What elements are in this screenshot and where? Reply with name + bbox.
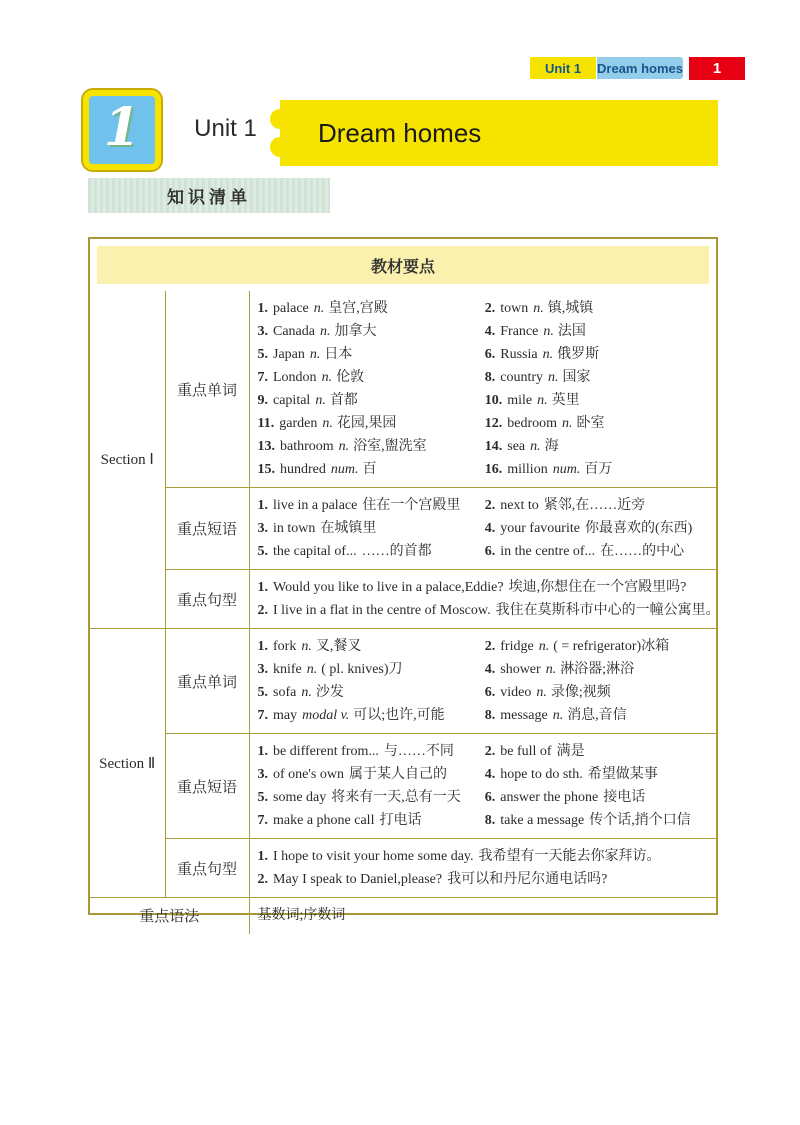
section-2-sentences-cell — [249, 839, 716, 898]
phrase-item — [485, 494, 712, 517]
item-english: palace — [273, 301, 309, 316]
item-number: 14. — [484, 439, 503, 454]
item-number: 1. — [257, 301, 268, 316]
item-english: garden — [279, 416, 318, 431]
item-chinese: ……的首都 — [361, 544, 432, 559]
phrase-list — [258, 494, 713, 563]
vocab-item — [258, 297, 485, 320]
item-number: 10. — [484, 393, 503, 408]
item-chinese: 将来有一天,总有一天 — [331, 790, 461, 805]
vocab-item — [485, 458, 712, 481]
item-chinese: 伦敦 — [336, 370, 365, 385]
item-pos: n. — [301, 639, 312, 654]
item-chinese: 皇宫,宫殿 — [328, 301, 388, 316]
vocab-item — [485, 704, 712, 727]
table-title: 教材要点 — [97, 246, 709, 284]
item-pos: n. — [562, 416, 573, 431]
item-number: 2. — [484, 498, 496, 513]
phrase-item — [485, 786, 712, 809]
item-pos: n. — [530, 439, 541, 454]
phrase-item — [258, 540, 485, 563]
key-points-box — [88, 237, 720, 926]
item-english: take a message — [500, 813, 585, 828]
item-chinese: 镇,城镇 — [547, 301, 594, 316]
item-chinese: 我希望有一天能去你家拜访。 — [478, 849, 661, 864]
item-chinese: 淋浴器;淋浴 — [560, 662, 635, 677]
item-number: 2. — [484, 744, 496, 759]
section-2-words-cell — [249, 629, 716, 734]
item-chinese: 叉,餐叉 — [315, 639, 362, 654]
item-number: 8. — [484, 708, 496, 723]
phrase-item — [258, 740, 485, 763]
item-number: 4. — [484, 324, 496, 339]
item-number: 1. — [257, 849, 268, 864]
item-number: 4. — [484, 662, 496, 677]
sentence-item — [258, 576, 713, 599]
phrase-item — [485, 809, 712, 832]
grammar-cell — [249, 898, 716, 934]
item-chinese: 传个话,捎个口信 — [589, 813, 691, 828]
item-english: I live in a flat in the centre of Moscow. — [273, 603, 491, 618]
item-chinese: 与……不同 — [383, 744, 454, 759]
item-chinese: 海 — [544, 439, 559, 454]
item-english: Japan — [273, 347, 305, 362]
item-number: 16. — [484, 462, 503, 477]
phrase-item — [258, 517, 485, 540]
item-chinese: 首都 — [329, 393, 358, 408]
vocab-item — [485, 681, 712, 704]
knowledge-list-label: 知识清单 — [167, 188, 251, 207]
item-chinese: 消息,音信 — [567, 708, 627, 723]
item-chinese: 可以;也许,可能 — [353, 708, 445, 723]
item-chinese: 住在一个宫殿里 — [362, 498, 461, 513]
item-number: 6. — [484, 347, 496, 362]
unit-number-badge — [83, 90, 161, 170]
item-english: be full of — [500, 744, 552, 759]
banner-notch-bottom-decoration — [270, 137, 290, 157]
vocab-item — [485, 658, 712, 681]
banner-notch-top-decoration — [270, 109, 290, 129]
item-english: the capital of... — [273, 544, 357, 559]
row-label-grammar: 重点语法 — [90, 898, 249, 934]
item-english: bathroom — [280, 439, 334, 454]
item-number: 2. — [484, 301, 496, 316]
item-chinese: 你最喜欢的(东西) — [584, 521, 693, 536]
item-pos: n. — [313, 301, 325, 316]
phrase-item — [485, 740, 712, 763]
item-pos: n. — [322, 416, 333, 431]
item-chinese: 我住在莫斯科市中心的一幢公寓里。 — [495, 603, 720, 618]
item-english: of one's own — [273, 767, 344, 782]
vocab-item — [485, 320, 712, 343]
vocab-item — [258, 658, 485, 681]
vocab-item — [485, 366, 712, 389]
vocab-list — [258, 297, 713, 481]
item-english: France — [500, 324, 539, 339]
item-chinese: 在城镇里 — [320, 521, 377, 536]
section-1-sentences-cell — [249, 570, 720, 629]
item-number: 7. — [257, 370, 268, 385]
section-2-phrases-cell — [249, 734, 716, 839]
item-chinese: 百 — [362, 462, 377, 477]
row-label-words-1: 重点单词 — [165, 291, 249, 488]
item-number: 3. — [257, 662, 268, 677]
item-number: 1. — [257, 744, 268, 759]
item-chinese: 我可以和丹尼尔通电话吗? — [447, 872, 608, 887]
item-english: in the centre of... — [500, 544, 596, 559]
phrase-item — [485, 763, 712, 786]
section-1-label: Section Ⅰ — [90, 291, 165, 629]
item-number: 5. — [257, 790, 268, 805]
item-pos: modal v. — [302, 708, 350, 723]
item-chinese: 卧室 — [576, 416, 605, 431]
item-number: 6. — [484, 685, 496, 700]
vocab-item — [258, 343, 485, 366]
item-number: 6. — [484, 790, 496, 805]
section-2-label: Section Ⅱ — [90, 629, 165, 898]
item-number: 3. — [257, 521, 268, 536]
vocab-item — [258, 435, 485, 458]
row-label-sentences-1: 重点句型 — [165, 570, 249, 629]
item-english: some day — [273, 790, 327, 805]
item-english: million — [507, 462, 548, 477]
vocab-item — [258, 704, 485, 727]
item-pos: n. — [548, 370, 559, 385]
vocab-item — [485, 389, 712, 412]
vocab-item — [258, 458, 485, 481]
phrase-item — [485, 517, 712, 540]
row-label-phrases-2: 重点短语 — [165, 734, 249, 839]
item-pos: n. — [536, 685, 547, 700]
item-english: message — [500, 708, 548, 723]
item-chinese: 埃迪,你想住在一个宫殿里吗? — [508, 580, 687, 595]
item-chinese: ( = refrigerator)冰箱 — [553, 639, 670, 654]
item-chinese: 属于某人自己的 — [348, 767, 447, 782]
item-chinese: 满是 — [556, 744, 585, 759]
item-number: 1. — [257, 580, 268, 595]
item-chinese: 希望做某事 — [587, 767, 658, 782]
item-english: fridge — [500, 639, 534, 654]
item-english: live in a palace — [273, 498, 358, 513]
item-english: your favourite — [500, 521, 580, 536]
item-english: next to — [500, 498, 539, 513]
item-number: 4. — [484, 521, 496, 536]
item-chinese: 紧邻,在……近旁 — [543, 498, 646, 513]
item-number: 5. — [257, 544, 268, 559]
item-chinese: 接电话 — [603, 790, 646, 805]
item-chinese: 法国 — [557, 324, 586, 339]
item-number: 7. — [257, 813, 268, 828]
vocab-item — [485, 435, 712, 458]
item-pos: n. — [537, 393, 548, 408]
item-english: capital — [273, 393, 311, 408]
item-number: 7. — [257, 708, 268, 723]
running-title-tab: Dream homes — [597, 57, 683, 79]
key-points-table — [90, 291, 720, 934]
vocab-item — [258, 681, 485, 704]
unit-banner — [0, 88, 800, 174]
item-pos: n. — [321, 370, 333, 385]
item-english: shower — [500, 662, 541, 677]
item-pos: num. — [552, 462, 581, 477]
unit-title: Dream homes — [318, 117, 482, 148]
running-unit-tab: Unit 1 — [530, 57, 596, 79]
item-pos: n. — [306, 662, 318, 677]
item-english: Russia — [500, 347, 538, 362]
vocab-item — [485, 297, 712, 320]
item-chinese: 在……的中心 — [600, 544, 685, 559]
item-chinese: 沙发 — [315, 685, 344, 700]
item-pos: n. — [545, 662, 557, 677]
unit-number: 1 — [103, 96, 141, 158]
vocab-item — [258, 635, 485, 658]
item-number: 4. — [484, 767, 496, 782]
phrase-item — [258, 786, 485, 809]
vocab-item — [258, 412, 485, 435]
item-number: 3. — [257, 767, 268, 782]
vocab-item — [258, 389, 485, 412]
item-pos: num. — [330, 462, 359, 477]
item-pos: n. — [543, 324, 554, 339]
section-1-phrases-cell — [249, 488, 716, 570]
item-number: 2. — [484, 639, 496, 654]
vocab-item — [485, 635, 712, 658]
item-chinese: 浴室,盥洗室 — [353, 439, 427, 454]
item-number: 8. — [484, 813, 496, 828]
item-chinese: ( pl. knives)刀 — [321, 662, 403, 677]
grammar-content: 基数词;序数词 — [257, 908, 346, 924]
sentence-item — [257, 599, 720, 622]
item-chinese: 花园,果园 — [336, 416, 397, 431]
item-english: country — [500, 370, 544, 385]
item-english: Would you like to live in a palace,Eddie? — [273, 580, 504, 595]
item-english: May I speak to Daniel,please? — [273, 872, 443, 887]
vocab-item — [258, 320, 485, 343]
running-header — [0, 57, 800, 81]
item-english: video — [500, 685, 532, 700]
item-english: I hope to visit your home some day. — [273, 849, 474, 864]
item-english: may — [273, 708, 298, 723]
section-1-words-cell — [249, 291, 716, 488]
item-pos: n. — [309, 347, 321, 362]
item-pos: n. — [315, 393, 326, 408]
row-label-phrases-1: 重点短语 — [165, 488, 249, 570]
vocab-list — [258, 635, 713, 727]
item-number: 15. — [257, 462, 275, 477]
item-pos: n. — [533, 301, 544, 316]
item-pos: n. — [538, 639, 550, 654]
item-english: Canada — [273, 324, 315, 339]
item-english: sofa — [273, 685, 297, 700]
phrase-item — [258, 809, 485, 832]
item-english: hope to do sth. — [500, 767, 583, 782]
item-number: 3. — [257, 324, 268, 339]
knowledge-list-band — [88, 178, 330, 213]
unit-title-bar — [280, 100, 718, 166]
item-english: hundred — [280, 462, 326, 477]
item-english: town — [500, 301, 529, 316]
item-pos: n. — [542, 347, 554, 362]
item-chinese: 英里 — [551, 393, 580, 408]
item-pos: n. — [552, 708, 564, 723]
item-english: London — [273, 370, 317, 385]
item-english: in town — [273, 521, 316, 536]
row-label-words-2: 重点单词 — [165, 629, 249, 734]
item-chinese: 打电话 — [379, 813, 422, 828]
item-english: mile — [507, 393, 533, 408]
item-chinese: 俄罗斯 — [557, 347, 600, 362]
item-pos: n. — [319, 324, 331, 339]
vocab-item — [485, 343, 712, 366]
item-number: 11. — [257, 416, 275, 431]
item-chinese: 国家 — [562, 370, 591, 385]
phrase-list — [258, 740, 713, 832]
item-pos: n. — [338, 439, 350, 454]
item-english: be different from... — [273, 744, 379, 759]
item-chinese: 加拿大 — [334, 324, 377, 339]
phrase-item — [258, 763, 485, 786]
item-english: answer the phone — [500, 790, 599, 805]
item-english: fork — [273, 639, 297, 654]
item-number: 1. — [257, 639, 268, 654]
item-number: 9. — [257, 393, 268, 408]
row-label-sentences-2: 重点句型 — [165, 839, 249, 898]
item-number: 1. — [257, 498, 268, 513]
unit-label: Unit 1 — [194, 115, 257, 142]
item-english: sea — [507, 439, 526, 454]
sentence-item — [258, 868, 713, 891]
item-number: 13. — [257, 439, 275, 454]
item-number: 8. — [484, 370, 496, 385]
item-number: 2. — [257, 872, 268, 887]
item-number: 2. — [257, 603, 268, 618]
item-english: make a phone call — [273, 813, 375, 828]
item-chinese: 百万 — [584, 462, 613, 477]
item-english: knife — [273, 662, 302, 677]
sentence-item — [258, 845, 713, 868]
item-number: 5. — [257, 685, 268, 700]
phrase-item — [485, 540, 712, 563]
vocab-item — [485, 412, 712, 435]
item-number: 5. — [257, 347, 268, 362]
phrase-item — [258, 494, 485, 517]
item-number: 12. — [484, 416, 503, 431]
item-english: bedroom — [507, 416, 558, 431]
item-pos: n. — [301, 685, 312, 700]
item-number: 6. — [484, 544, 496, 559]
item-chinese: 录像;视频 — [550, 685, 611, 700]
vocab-item — [258, 366, 485, 389]
item-chinese: 日本 — [324, 347, 353, 362]
page-number-badge: 1 — [689, 57, 745, 80]
